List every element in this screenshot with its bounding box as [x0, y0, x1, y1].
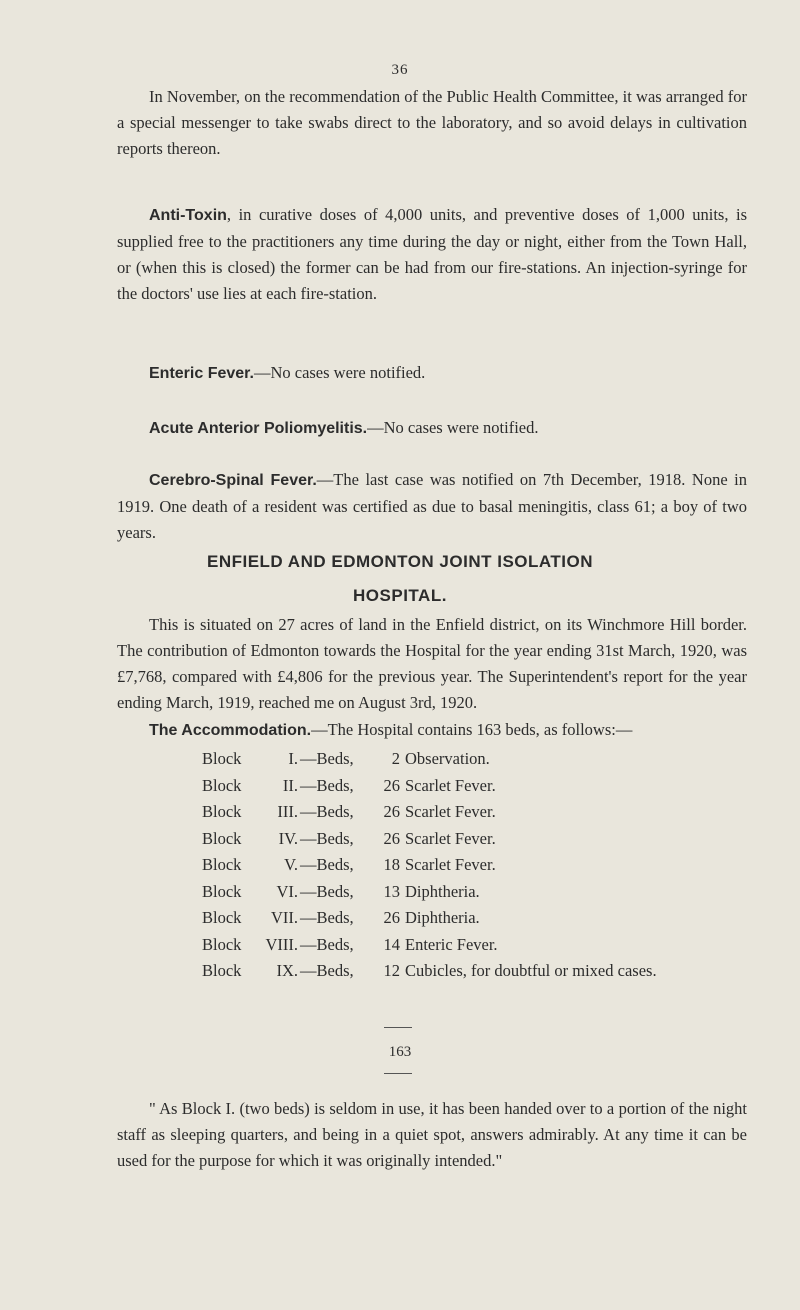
block-name: Block [202, 775, 242, 795]
block-beds-label: —Beds, [300, 855, 354, 874]
block-number: IX. [276, 961, 298, 980]
section-heading-line2: HOSPITAL. [353, 586, 447, 605]
block-use: Scarlet Fever. [405, 802, 496, 821]
section-heading [100, 545, 700, 613]
paragraph-accommodation [117, 717, 747, 744]
paragraph-poliomyelitis [117, 415, 747, 442]
block-bed-count: 13 [383, 881, 400, 901]
block-use: Enteric Fever. [405, 934, 498, 954]
list-item [202, 826, 762, 853]
block-name: Block [202, 855, 242, 874]
block-beds-label: —Beds, [300, 934, 354, 954]
accommodation-text: —The Hospital contains 163 beds, as follows:— [311, 720, 633, 739]
block-beds-label: —Beds, [300, 881, 354, 901]
list-item [202, 958, 762, 985]
block-beds-label: —Beds, [300, 828, 354, 848]
block-bed-count: 2 [391, 749, 400, 768]
poliomyelitis-heading: Acute Anterior Poliomyelitis. [149, 420, 368, 437]
list-item [202, 905, 762, 932]
anti-toxin-heading: Anti-Toxin [149, 207, 227, 224]
block-bed-count: 18 [383, 855, 400, 874]
block-use: Cubicles, for doubtful or mixed cases. [405, 961, 657, 980]
list-item [202, 746, 762, 773]
divider-bottom [384, 1073, 412, 1074]
block-number: IV. [278, 828, 298, 848]
paragraph-enteric-fever [117, 360, 747, 387]
block-number: I. [288, 749, 298, 768]
paragraph-cerebro-spinal [117, 467, 747, 546]
block-use: Scarlet Fever. [405, 828, 496, 848]
paragraph-hospital-site-text: This is situated on 27 acres of land in the Enfield district, on its Winchmore Hill border. The contribution of Edmonton towards the Hospital for the year ending 31st March, 1920, was £7,768, compared with £4,806 for the previous year. The Superintendent's report for the year ending March, 1919, reached me on August 3rd, 1920. [117, 615, 747, 712]
block-number: II. [282, 775, 298, 795]
paragraph-anti-toxin [117, 202, 747, 307]
block-bed-count: 14 [383, 934, 400, 954]
divider-top [384, 1027, 412, 1028]
block-use: Diphtheria. [405, 908, 480, 927]
block-number: VIII. [265, 934, 298, 954]
accommodation-heading: The Accommodation. [149, 722, 312, 739]
block-beds-label: —Beds, [300, 775, 354, 795]
block-number: V. [284, 855, 298, 874]
block-number: III. [277, 802, 298, 821]
block-name: Block [202, 908, 242, 927]
enteric-fever-text: —No cases were notified. [253, 363, 426, 382]
block-bed-count: 12 [383, 961, 400, 980]
block-beds-label: —Beds, [300, 908, 354, 927]
poliomyelitis-text: —No cases were notified. [367, 418, 539, 437]
list-item [202, 799, 762, 826]
cerebro-spinal-text: —The last case was notified on 7th December, 1918. None in 1919. One death of a resident was certified as due to basal meningitis, class 61; a boy of two years. [117, 470, 747, 542]
paragraph-hospital-site [117, 612, 747, 716]
block-use: Diphtheria. [405, 881, 480, 901]
block-beds-label: —Beds, [300, 749, 354, 768]
paragraph-swabs [117, 84, 747, 162]
list-item [202, 773, 762, 800]
paragraph-block-one-note [117, 1096, 747, 1174]
block-name: Block [202, 749, 242, 768]
block-bed-count: 26 [383, 908, 400, 927]
block-number: VII. [270, 908, 298, 927]
block-bed-count: 26 [383, 802, 400, 821]
block-name: Block [202, 881, 242, 901]
block-number: VI. [276, 881, 298, 901]
enteric-fever-heading: Enteric Fever. [149, 365, 254, 382]
block-name: Block [202, 934, 242, 954]
anti-toxin-text: , in curative doses of 4,000 units, and preventive doses of 1,000 units, is supplied free to the practitioners any time during the day or night, either from the Town Hall, or (when this is closed) the former can be had from our fire-stations. An injection-syringe for the doctors' use lies at each fire-station. [117, 205, 747, 303]
list-item [202, 879, 762, 906]
block-name: Block [202, 802, 242, 821]
cerebro-spinal-heading: Cerebro-Spinal Fever. [149, 472, 317, 489]
page-number: 36 [391, 62, 409, 78]
block-use: Observation. [405, 749, 490, 768]
block-use: Scarlet Fever. [405, 855, 496, 874]
block-name: Block [202, 961, 242, 980]
list-item [202, 852, 762, 879]
list-item [202, 932, 762, 959]
block-list [202, 746, 762, 985]
section-heading-line1: ENFIELD AND EDMONTON JOINT ISOLATION [206, 552, 594, 571]
paragraph-block-one-note-text: " As Block I. (two beds) is seldom in use, it has been handed over to a portion of the night staff as sleeping quarters, and being in a quiet spot, answers admirably. At any time it can be used for the purpose for which it was originally intended." [117, 1099, 747, 1170]
block-bed-count: 26 [383, 775, 400, 795]
total-beds: 163 [388, 1044, 412, 1060]
block-beds-label: —Beds, [300, 961, 354, 980]
block-use: Scarlet Fever. [405, 775, 496, 795]
paragraph-swabs-text: In November, on the recommendation of the Public Health Committee, it was arranged for a special messenger to take swabs direct to the laboratory, and so avoid delays in cultivation reports thereon. [117, 87, 747, 158]
block-bed-count: 26 [383, 828, 400, 848]
block-name: Block [202, 828, 242, 848]
block-beds-label: —Beds, [300, 802, 354, 821]
